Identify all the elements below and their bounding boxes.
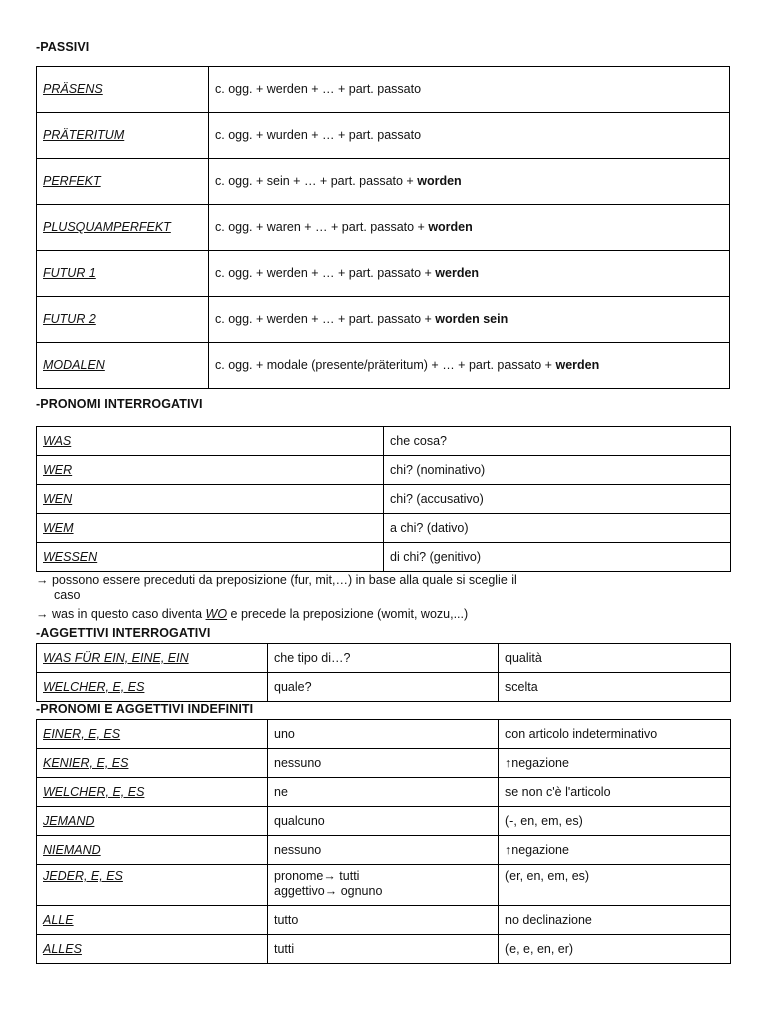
note-preposizione xyxy=(36,573,517,603)
aggettivo-term: WELCHER, E, ES xyxy=(37,673,268,702)
section-title-aggettivi-interrogativi: -AGGETTIVI INTERROGATIVI xyxy=(36,626,211,640)
aggettivo-note: qualità xyxy=(499,644,731,673)
indefinito-meaning-line: tutto xyxy=(274,912,299,927)
indefinito-meaning xyxy=(268,935,499,964)
passivi-term: PRÄSENS xyxy=(37,67,209,113)
indefinito-meaning xyxy=(268,807,499,836)
table-row xyxy=(37,159,730,205)
note-wo xyxy=(36,607,468,622)
passivi-formula-text: c. ogg. + werden + … + part. passato + xyxy=(215,312,436,326)
passivi-formula-bold: werden xyxy=(435,266,480,280)
note-line-1-cont: caso xyxy=(54,588,81,602)
table-row xyxy=(37,456,731,485)
pronome-meaning: a chi? (dativo) xyxy=(384,514,731,543)
indefinito-meaning xyxy=(268,720,499,749)
table-row xyxy=(37,778,731,807)
table-row xyxy=(37,807,731,836)
aggettivo-meaning: che tipo di…? xyxy=(268,644,499,673)
indefinito-term: WELCHER, E, ES xyxy=(37,778,268,807)
indefinito-note: (er, en, em, es) xyxy=(499,865,731,906)
indefinito-meaning xyxy=(268,778,499,807)
passivi-term: FUTUR 2 xyxy=(37,297,209,343)
indefinito-term: ALLE xyxy=(37,906,268,935)
indefinito-note: con articolo indeterminativo xyxy=(499,720,731,749)
pronome-term: WAS xyxy=(37,427,384,456)
pronome-meaning: chi? (accusativo) xyxy=(384,485,731,514)
indefinito-meaning xyxy=(268,865,499,906)
table-row xyxy=(37,113,730,159)
passivi-term: PERFEKT xyxy=(37,159,209,205)
table-row xyxy=(37,906,731,935)
passivi-formula-text: c. ogg. + modale (presente/präteritum) + … + part. passato + xyxy=(215,358,556,372)
indefinito-meaning xyxy=(268,906,499,935)
table-row xyxy=(37,673,731,702)
table-row xyxy=(37,720,731,749)
passivi-term: PRÄTERITUM xyxy=(37,113,209,159)
passivi-formula-bold: worden sein xyxy=(435,312,509,326)
passivi-formula xyxy=(209,67,730,113)
passivi-formula-bold: worden xyxy=(428,220,473,234)
table-row xyxy=(37,297,730,343)
passivi-formula xyxy=(209,205,730,251)
indefinito-meaning-line: tutti xyxy=(274,941,295,956)
table-row xyxy=(37,749,731,778)
passivi-formula-text: c. ogg. + waren + … + part. passato + xyxy=(215,220,429,234)
note-line-2-post: e precede la preposizione (womit, wozu,...) xyxy=(227,607,469,621)
passivi-table xyxy=(36,66,730,389)
section-title-passivi: -PASSIVI xyxy=(36,40,90,54)
indefinito-term: ALLES xyxy=(37,935,268,964)
passivi-formula xyxy=(209,297,730,343)
table-row xyxy=(37,251,730,297)
table-row xyxy=(37,644,731,673)
passivi-formula-bold: werden xyxy=(555,358,600,372)
table-row xyxy=(37,543,731,572)
table-row xyxy=(37,485,731,514)
indefinito-meaning xyxy=(268,836,499,865)
pronome-meaning: di chi? (genitivo) xyxy=(384,543,731,572)
indefinito-note: (-, en, em, es) xyxy=(499,807,731,836)
indefinito-meaning-line-2: aggettivo→ ognuno xyxy=(274,884,383,898)
table-row xyxy=(37,836,731,865)
passivi-term: FUTUR 1 xyxy=(37,251,209,297)
pronome-term: WESSEN xyxy=(37,543,384,572)
aggettivi-interrogativi-table xyxy=(36,643,731,702)
indefinito-note: se non c'è l'articolo xyxy=(499,778,731,807)
indefinito-note: (e, e, en, er) xyxy=(499,935,731,964)
indefinito-meaning-line: pronome→ tutti xyxy=(274,869,360,883)
passivi-formula-bold: worden xyxy=(417,174,462,188)
indefinito-meaning-line: nessuno xyxy=(274,755,322,770)
indefinito-term: JEDER, E, ES xyxy=(37,865,268,906)
table-row xyxy=(37,935,731,964)
note-line-1: → possono essere preceduti da preposizione (fur, mit,…) in base alla quale si sceglie il xyxy=(36,573,517,587)
section-title-pronomi-interrogativi: -PRONOMI INTERROGATIVI xyxy=(36,397,203,411)
pronome-meaning: chi? (nominativo) xyxy=(384,456,731,485)
passivi-formula xyxy=(209,251,730,297)
pronomi-interrogativi-table xyxy=(36,426,731,572)
indefinito-meaning-line: uno xyxy=(274,726,295,741)
passivi-formula xyxy=(209,113,730,159)
table-row xyxy=(37,865,731,906)
pronome-meaning: che cosa? xyxy=(384,427,731,456)
indefinito-term: KENIER, E, ES xyxy=(37,749,268,778)
table-row xyxy=(37,514,731,543)
indefinito-term: EINER, E, ES xyxy=(37,720,268,749)
aggettivo-note: scelta xyxy=(499,673,731,702)
table-row xyxy=(37,427,731,456)
indefiniti-table xyxy=(36,719,731,964)
indefinito-meaning-line: nessuno xyxy=(274,842,322,857)
passivi-formula-text: c. ogg. + wurden + … + part. passato xyxy=(215,128,422,142)
passivi-formula-text: c. ogg. + werden + … + part. passato xyxy=(215,82,422,96)
passivi-formula xyxy=(209,343,730,389)
section-title-indefiniti: -PRONOMI E AGGETTIVI INDEFINITI xyxy=(36,702,254,716)
passivi-term: MODALEN xyxy=(37,343,209,389)
note-line-2-pre: → was in questo caso diventa xyxy=(36,607,206,621)
table-row xyxy=(37,67,730,113)
passivi-formula xyxy=(209,159,730,205)
passivi-formula-text: c. ogg. + werden + … + part. passato + xyxy=(215,266,436,280)
table-row xyxy=(37,343,730,389)
indefinito-meaning xyxy=(268,749,499,778)
passivi-term: PLUSQUAMPERFEKT xyxy=(37,205,209,251)
pronome-term: WEN xyxy=(37,485,384,514)
indefinito-note: no declinazione xyxy=(499,906,731,935)
indefinito-term: JEMAND xyxy=(37,807,268,836)
indefinito-note: ↑negazione xyxy=(499,836,731,865)
aggettivo-meaning: quale? xyxy=(268,673,499,702)
pronome-term: WEM xyxy=(37,514,384,543)
indefinito-meaning-line: qualcuno xyxy=(274,813,325,828)
table-row xyxy=(37,205,730,251)
pronome-term: WER xyxy=(37,456,384,485)
aggettivo-term: WAS FÜR EIN, EINE, EIN xyxy=(37,644,268,673)
note-line-2-wo: WO xyxy=(205,607,228,621)
passivi-formula-text: c. ogg. + sein + … + part. passato + xyxy=(215,174,418,188)
indefinito-meaning-line: ne xyxy=(274,784,288,799)
indefinito-term: NIEMAND xyxy=(37,836,268,865)
indefinito-note: ↑negazione xyxy=(499,749,731,778)
